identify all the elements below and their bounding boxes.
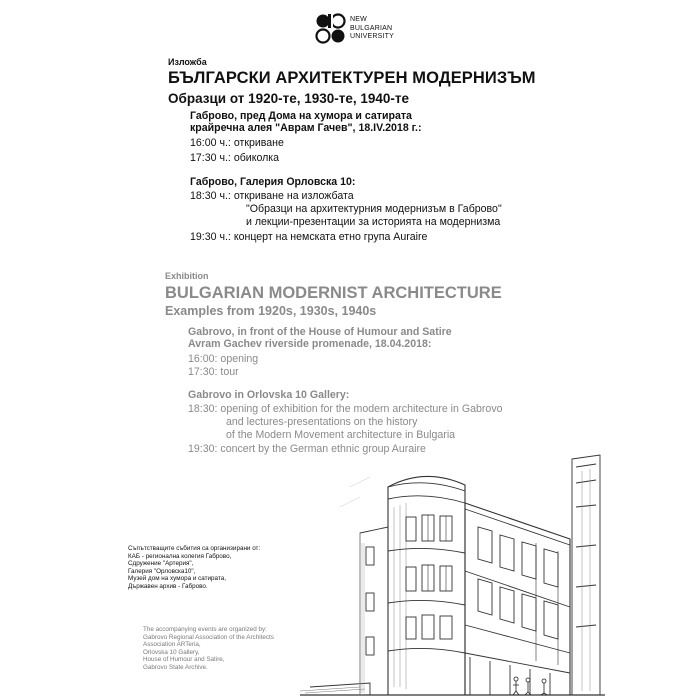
en-exhibition-title: BULGARIAN MODERNIST ARCHITECTURE [165,284,502,302]
building-sketch-illustration [300,447,605,700]
bg-location-1: Габрово, пред Дома на хумора и сатирата крайречна алея "Аврам Гачев", 18.IV.2018 г.: [190,110,422,134]
bg-event-1830-line-2: "Образци на архитектурния модернизъм в Габрово" [246,203,502,215]
nbu-logo-text: NEW BULGARIAN UNIVERSITY [350,16,395,40]
bg-exhibition-title: БЪЛГАРСКИ АРХИТЕКТУРЕН МОДЕРНИЗЪМ [168,69,536,87]
nbu-logo-mark-icon [314,12,348,46]
bg-event-1730: 17:30 ч.: обиколка [190,152,280,164]
nbu-logo [314,12,414,48]
bg-exhibition-subtitle: Образци от 1920-те, 1930-те, 1940-те [168,91,410,106]
bg-location-2: Габрово, Галерия Орловска 10: [190,176,356,188]
bg-event-1830-line-3: и лекции-презентации за историята на модернизма [246,216,501,228]
organizers-bg: Съпътстващите събития са организирани от: КАБ - регионална колегия Габрово, Сдружение "Артерия", Галерия "Орловска10", Музей дом на хумора и сатирата, Държавен архив - Габрово. [128,545,261,590]
en-location-2: Gabrovo in Orlovska 10 Gallery: [188,389,350,401]
en-exhibition-subtitle: Examples from 1920s, 1930s, 1940s [165,304,377,318]
en-event-1830: 18:30: opening of exhibition for the modern architecture in Gabrovo [188,403,503,415]
organizers-en: The accompanying events are organized by: Gabrovo Regional Association of the Architects Association ARTeria, Orlovska 10 Gallery, House of Humour and Satire, Gabrovo State Archive. [143,626,274,671]
bg-event-1830: 18:30 ч.: откриване на изложбата [190,190,354,202]
bg-exhibition-label: Изложба [168,57,207,67]
en-exhibition-label: Exhibition [165,271,209,281]
en-event-1600: 16:00: opening [188,353,259,365]
bg-event-1600: 16:00 ч.: откриване [190,137,284,149]
bg-event-1930: 19:30 ч.: концерт на немската етно група Auraire [190,231,428,243]
en-event-1830-line-2: and lectures-presentations on the history [226,416,418,428]
en-event-1830-line-3: of the Modern Movement architecture in Bulgaria [226,429,456,441]
en-location-1: Gabrovo, in front of the House of Humour and Satire Avram Gachev riverside promenade, 18.04.2018: [188,326,452,350]
en-event-1730: 17:30: tour [188,366,239,378]
en-event-1930: 19:30: concert by the German ethnic group Auraire [188,443,426,455]
